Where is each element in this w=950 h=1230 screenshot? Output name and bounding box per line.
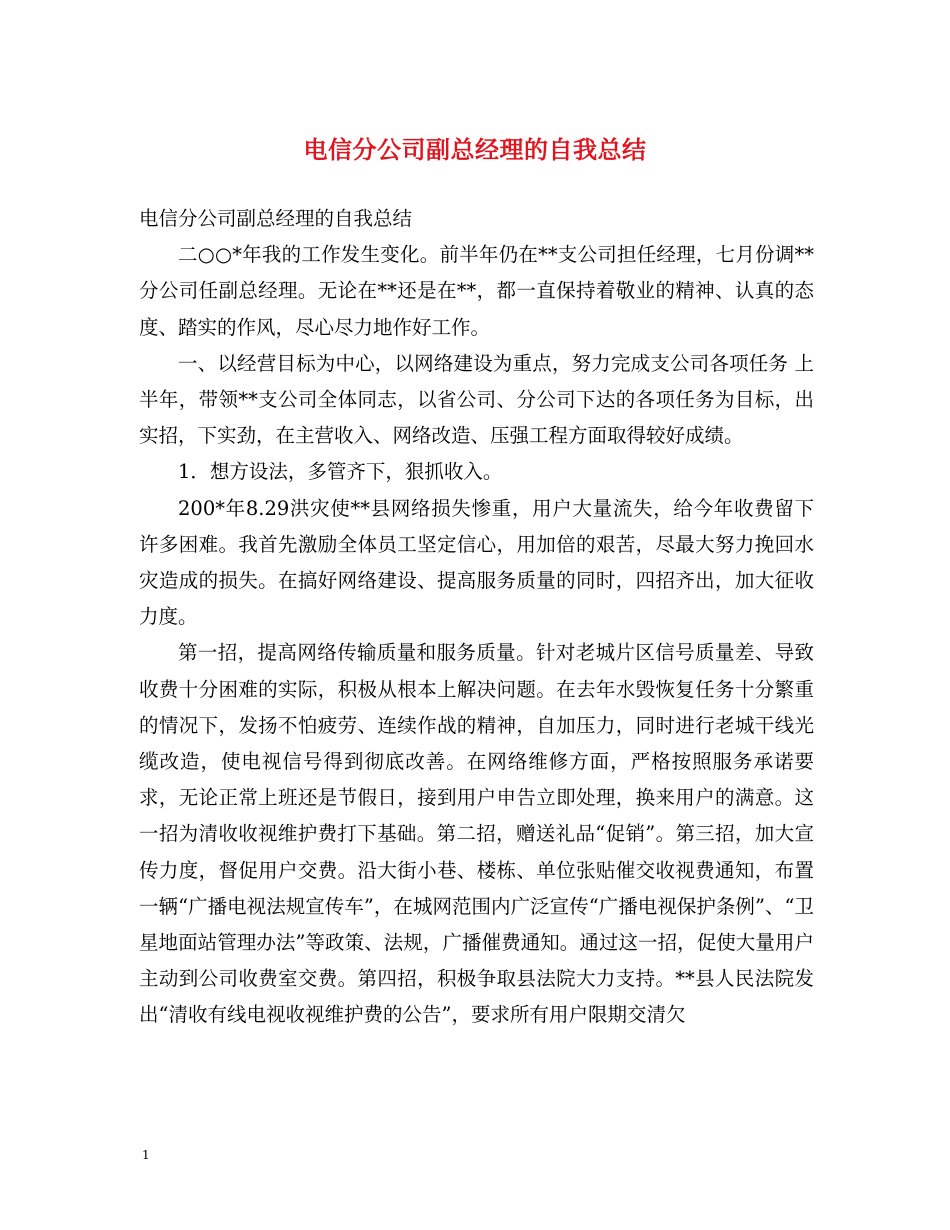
page-number: 1 (142, 1148, 150, 1162)
paragraph: 二○○*年我的工作发生变化。前半年仍在**支公司担任经理，七月份调**分公司任副总经理。无论在**还是在**，都一直保持着敬业的精神、认真的态度、踏实的作风，尽心尽力地作好工作。 (139, 243, 814, 339)
paragraph: 一、以经营目标为中心，以网络建设为重点，努力完成支公司各项任务 上半年，带领**支公司全体同志，以省公司、分公司下达的各项任务为目标，出实招，下实劲，在主营收入、网络改造、压强工程方面取得较好成绩。 (139, 351, 814, 448)
document-subtitle: 电信分公司副总经理的自我总结 (139, 207, 413, 230)
paragraph: 200*年8.29洪灾使**县网络损失惨重，用户大量流失，给今年收费留下许多困难。我首先激励全体员工坚定信心，用加倍的艰苦，尽最大努力挽回水灾造成的损失。在搞好网络建设、提高服务质量的同时，四招齐出，加大征收力度。 (139, 496, 814, 629)
paragraph: 第一招，提高网络传输质量和服务质量。针对老城片区信号质量差、导致收费十分困难的实际，积极从根本上解决问题。在去年水毁恢复任务十分繁重的情况下，发扬不怕疲劳、连续作战的精神，自加压力，同时进行老城干线光缆改造，使电视信号得到彻底改善。在网络维修方面，严格按照服务承诺要求，无论正常上班还是节假日，接到用户申告立即处理，换来用户的满意。这一招为清收收视维护费打下基础。第二招，赠送礼品“促销”。第三招，加大宣传力度，督促用户交费。沿大街小巷、楼栋、单位张贴催交收视费通知，布置一辆“广播电视法规宣传车”，在城网范围内广泛宣传“广播电视保护条例”、“卫星地面站管理办法”等政策、法规，广播催费通知。通过这一招，促使大量用户主动到公司收费室交费。第四招，积极争取县法院大力支持。**县人民法院发出“清收有线电视收视维护费的公告”，要求所有用户限期交清欠 (139, 641, 814, 1027)
paragraph: 1．想方设法，多管齐下，狠抓收入。 (178, 460, 503, 484)
document-title: 电信分公司副总经理的自我总结 (303, 135, 647, 164)
document-body (139, 201, 814, 1034)
